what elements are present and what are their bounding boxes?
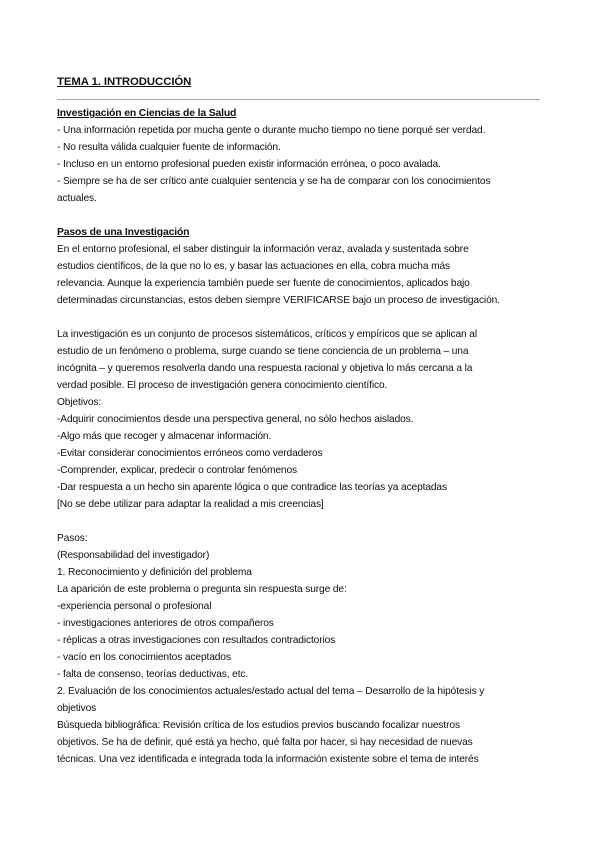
spacer [57, 207, 560, 224]
text-line: - Incluso en un entorno profesional pueden existir información errónea, o poco avalada. [57, 159, 441, 170]
text-line: - investigaciones anteriores de otros compañeros [57, 618, 274, 629]
text-line: -Adquirir conocimientos desde una perspectiva general, no sólo hechos aislados. [57, 414, 414, 425]
text-line: - réplicas a otras investigaciones con resultados contradictorios [57, 635, 336, 646]
text-line: -Comprender, explicar, predecir o controlar fenómenos [57, 465, 297, 476]
spacer [57, 309, 560, 326]
text-line: determinadas circunstancias, estos deben siempre VERIFICARSE bajo un proceso de investigación. [57, 295, 500, 306]
text-line: 2. Evaluación de los conocimientos actuales/estado actual del tema – Desarrollo de la hipótesis y [57, 686, 485, 697]
text-line: verdad posible. El proceso de investigación genera conocimiento científico. [57, 380, 388, 391]
title-divider [57, 99, 540, 100]
text-line: - Una información repetida por mucha gente o durante mucho tiempo no tiene porqué ser verdad. [57, 125, 486, 136]
text-line: 1. Reconocimiento y definición del problema [57, 567, 252, 578]
section-pasos-investigacion [57, 224, 560, 768]
text-line: - Siempre se ha de ser crítico ante cualquier sentencia y se ha de comparar con los conocimientos [57, 176, 491, 187]
document-title: TEMA 1. INTRODUCCIÓN [57, 76, 192, 88]
text-line: Objetivos: [57, 397, 102, 408]
text-line: - vacío en los conocimientos aceptados [57, 652, 231, 663]
text-line: objetivos. Se ha de definir, qué está ya hecho, qué falta por hacer, si hay necesidad de nuevas [57, 737, 473, 748]
text-line: - No resulta válida cualquier fuente de información. [57, 142, 281, 153]
text-line: objetivos [57, 703, 97, 714]
text-line: [No se debe utilizar para adaptar la realidad a mis creencias] [57, 499, 324, 510]
text-line: (Responsabilidad del investigador) [57, 550, 210, 561]
text-line: relevancia. Aunque la experiencia también puede ser fuente de conocimientos, aplicados bajo [57, 278, 470, 289]
text-line: La aparición de este problema o pregunta sin respuesta surge de: [57, 584, 347, 595]
text-line: -Evitar considerar conocimientos erróneos como verdaderos [57, 448, 323, 459]
text-line: técnicas. Una vez identificada e integrada toda la información existente sobre el tema de interés [57, 754, 479, 765]
text-line: Búsqueda bibliográfica: Revisión crítica de los estudios previos buscando focalizar nuestros [57, 720, 460, 731]
text-line: actuales. [57, 193, 97, 204]
section-heading-pasos: Pasos de una Investigación [57, 227, 190, 238]
text-line: - falta de consenso, teorías deductivas, etc. [57, 669, 249, 680]
text-line: estudios científicos, de la que no lo es, y basar las actuaciones en ella, cobra mucha más [57, 261, 450, 272]
section-ciencias-salud [57, 105, 560, 207]
text-line: Pasos: [57, 533, 88, 544]
text-line: La investigación es un conjunto de procesos sistemáticos, críticos y empíricos que se aplican al [57, 329, 477, 340]
text-line: estudio de un fenómeno o problema, surge cuando se tiene conciencia de un problema – una [57, 346, 469, 357]
text-line: -Algo más que recoger y almacenar información. [57, 431, 272, 442]
section-heading-ciencias: Investigación en Ciencias de la Salud [57, 108, 237, 119]
text-line: incógnita – y queremos resolverla dando una respuesta racional y objetiva lo más cercana a la [57, 363, 473, 374]
text-line: -Dar respuesta a un hecho sin aparente lógica o que contradice las teorías ya aceptadas [57, 482, 447, 493]
spacer [57, 513, 560, 530]
text-line: -experiencia personal o profesional [57, 601, 212, 612]
text-line: En el entorno profesional, el saber distinguir la información veraz, avalada y sustentada sobre [57, 244, 469, 255]
